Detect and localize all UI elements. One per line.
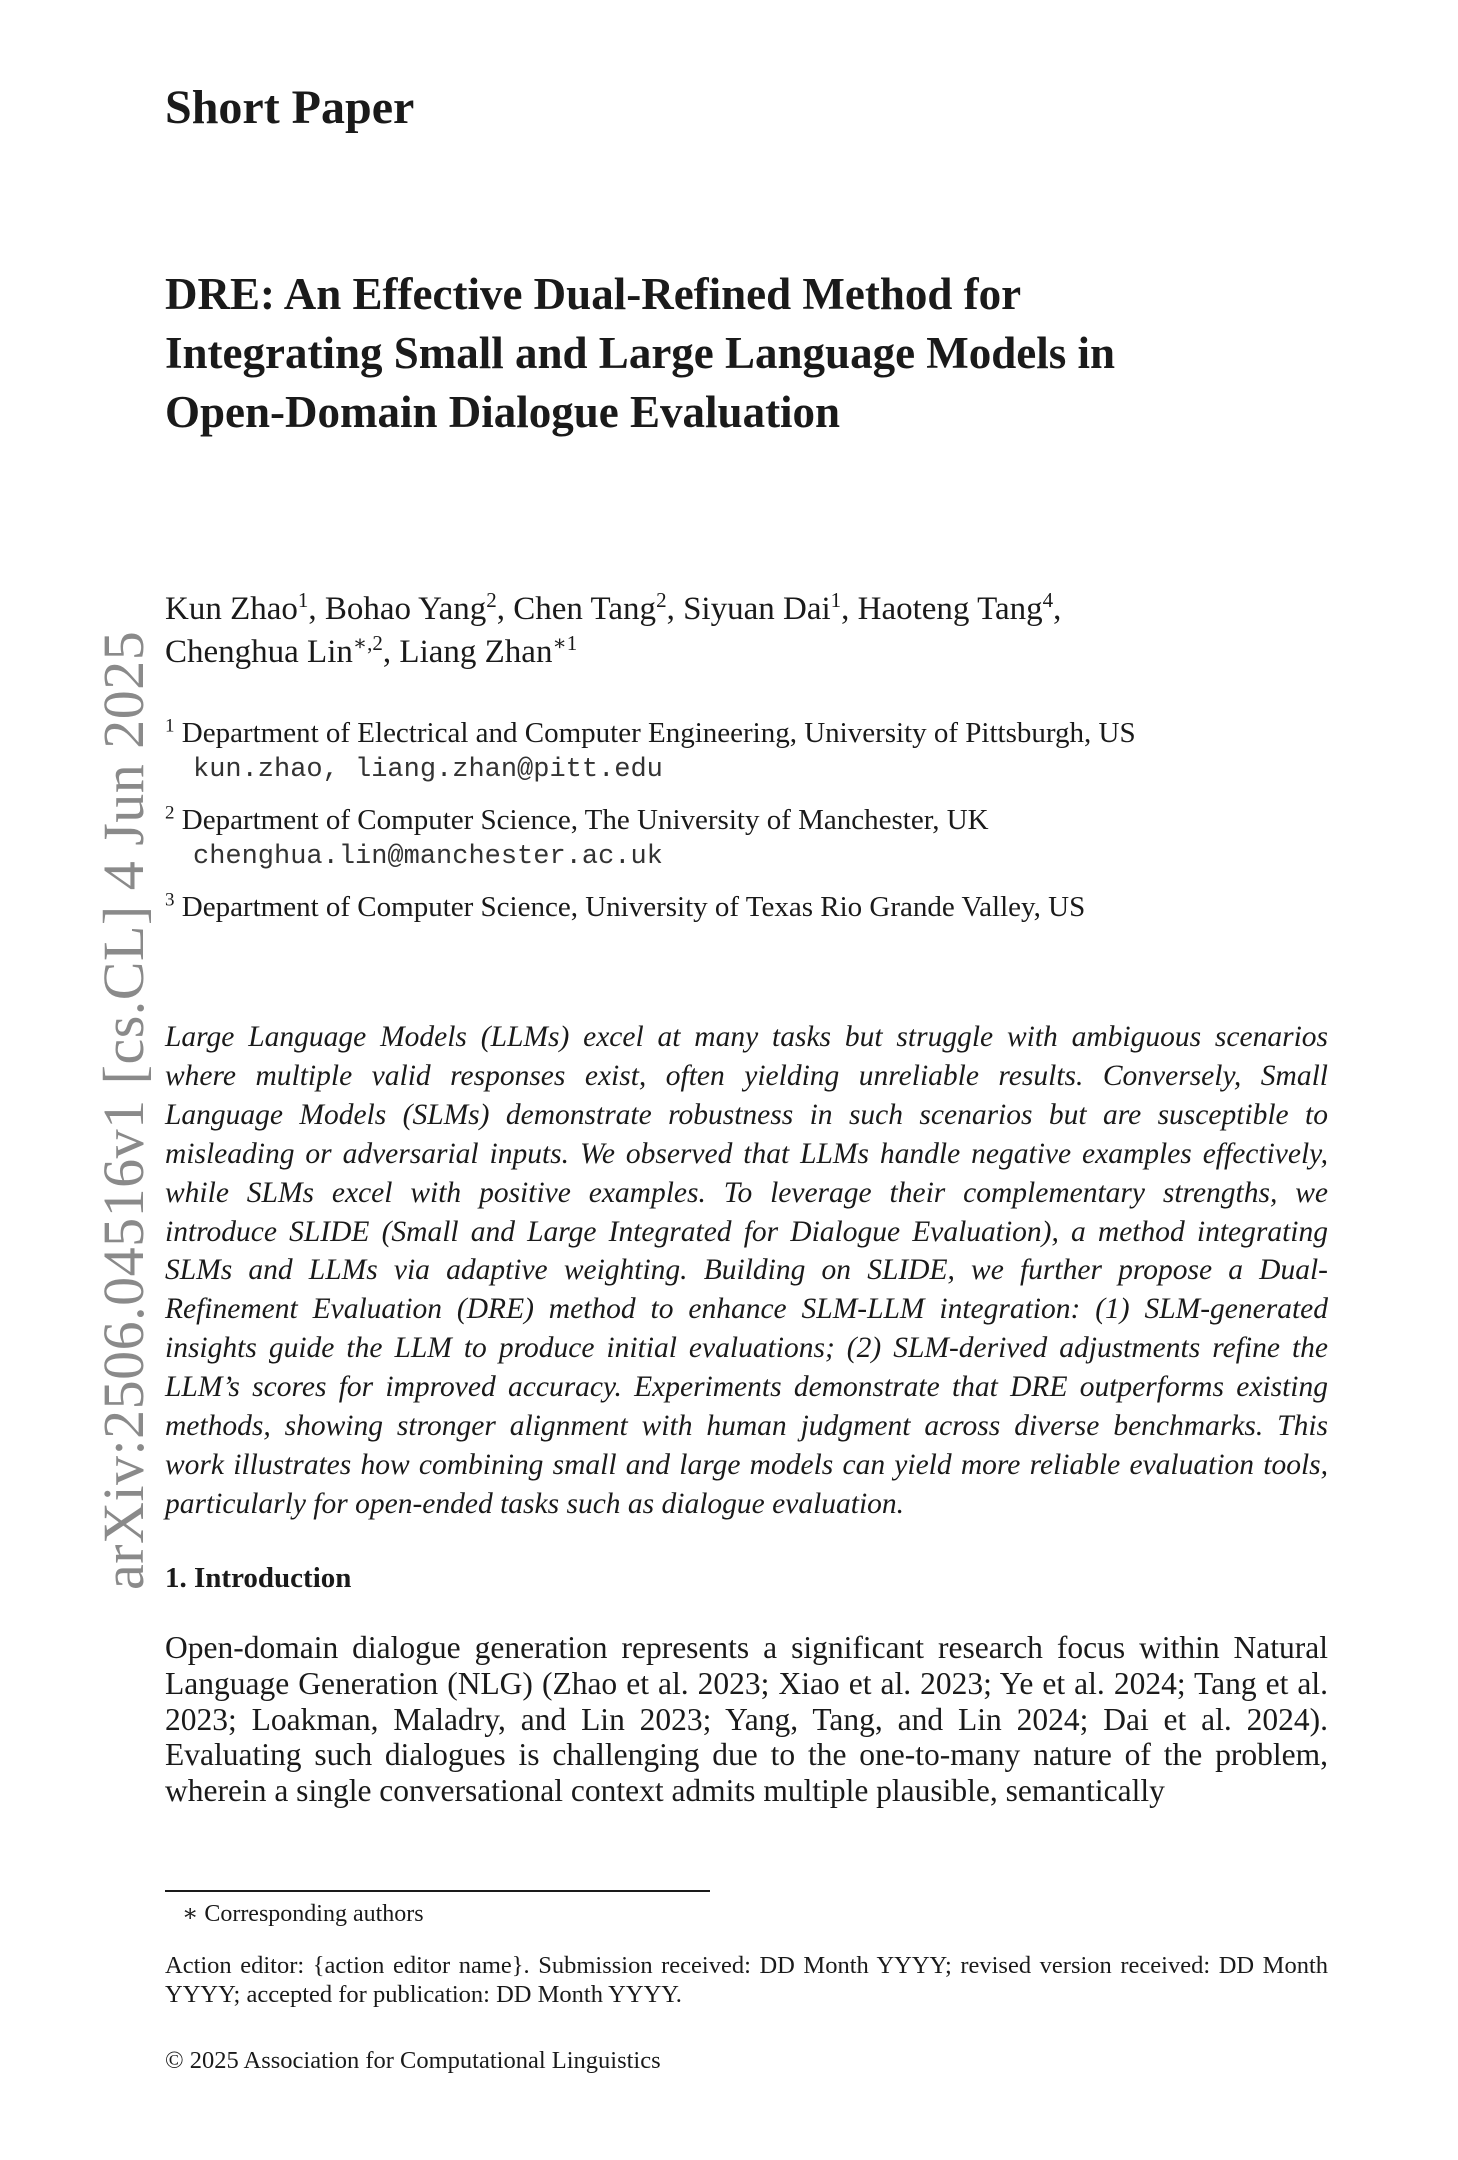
footnote: ∗ Corresponding authors bbox=[182, 1901, 424, 1927]
affiliation-email[interactable]: kun.zhao, liang.zhan@pitt.edu bbox=[193, 755, 663, 785]
editor-note: Action editor: {action editor name}. Submission received: DD Month YYYY; revised version received: DD Month YYYY; accepted for publication: DD Month YYYY. bbox=[165, 1952, 1328, 2008]
abstract: Large Language Models (LLMs) excel at many tasks but struggle with ambiguous scenarios where multiple valid responses exist, often yielding unreliable results. Conversely, Small Language Models (SLMs) demonstrate robustness in such scenarios but are susceptible to misleading or adversarial inputs. We observed that LLMs handle negative examples effectively, while SLMs excel with positive examples. To leverage their complementary strengths, we introduce SLIDE (Small and Large Integrated for Dialogue Evaluation), a method integrating SLMs and LLMs via adaptive weighting. Building on SLIDE, we further propose a Dual-Refinement Evaluation (DRE) method to enhance SLM-LLM integration: (1) SLM-generated insights guide the LLM to produce initial evaluations; (2) SLM-derived adjustments refine the LLM’s scores for improved accuracy. Experiments demonstrate that DRE outperforms existing methods, showing stronger alignment with human judgment across diverse benchmarks. This work illustrates how combining small and large models can yield more reliable evaluation tools, particularly for open-ended tasks such as dialogue evaluation. bbox=[165, 1021, 1328, 1520]
affiliation-text: Department of Electrical and Computer Engineering, University of Pittsburgh, US bbox=[181, 717, 1136, 749]
author-mark: 4 bbox=[1042, 588, 1054, 612]
affiliation-email[interactable]: chenghua.lin@manchester.ac.uk bbox=[193, 842, 663, 872]
section-heading: 1. Introduction bbox=[165, 1562, 352, 1594]
author-list: Kun Zhao$^1$, Bohao Yang$^2$, Chen Tang$^2$, Siyuan Dai$^1$, Haoteng Tang$^4$, Chenghua Lin$^{∗,2}$, Liang Zhan$^{∗1}$ bbox=[165, 588, 1062, 670]
author-mark: 1 bbox=[297, 588, 309, 612]
affiliation-2 bbox=[165, 802, 1365, 876]
author-name: Liang Zhan bbox=[399, 634, 553, 670]
affiliation-3 bbox=[165, 889, 1365, 926]
author-mark: 1 bbox=[830, 588, 842, 612]
affiliation-mark: 1 bbox=[165, 715, 175, 737]
affiliation-text: Department of Computer Science, University of Texas Rio Grande Valley, US bbox=[181, 891, 1086, 923]
affiliation-text: Department of Computer Science, The University of Manchester, UK bbox=[181, 804, 989, 836]
author-mark: ∗1 bbox=[552, 631, 578, 655]
affiliation-mark: 2 bbox=[165, 802, 175, 824]
paper-title: DRE: An Effective Dual-Refined Method for Integrating Small and Large Language Models in Open-Domain Dialogue Evaluation bbox=[165, 269, 1116, 437]
intro-paragraph: Open-domain dialogue generation represents a significant research focus within Natural Language Generation (NLG) (Zhao et al. 2023; Xiao et al. 2023; Ye et al. 2024; Tang et al. 2023; Loakman, Maladry, and Lin 2023; Yang, Tang, and Lin 2024; Dai et al. 2024). Evaluating such dialogues is challenging due to the one-to-many nature of the problem, wherein a single conversational context admits multiple plausible, semantically bbox=[165, 1630, 1328, 1809]
author-name: Kun Zhao bbox=[165, 591, 298, 627]
author-mark: ∗,2 bbox=[352, 631, 383, 655]
paper-kind-label: Short Paper bbox=[165, 81, 415, 134]
author-name: Chenghua Lin bbox=[165, 634, 353, 670]
author-name: Siyuan Dai bbox=[683, 591, 831, 627]
affiliation-mark: 3 bbox=[165, 889, 175, 911]
affiliation-1 bbox=[165, 715, 1365, 789]
footnote-divider bbox=[165, 1890, 710, 1892]
author-name: Bohao Yang bbox=[324, 591, 487, 627]
author-name: Chen Tang bbox=[513, 591, 657, 627]
author-name: Haoteng Tang bbox=[857, 591, 1043, 627]
author-mark: 2 bbox=[656, 588, 667, 612]
copyright-notice: © 2025 Association for Computational Linguistics bbox=[165, 2047, 661, 2074]
arxiv-stamp: arXiv:2506.04516v1 [cs.CL] 4 Jun 2025 bbox=[91, 630, 156, 1590]
author-mark: 2 bbox=[486, 588, 497, 612]
